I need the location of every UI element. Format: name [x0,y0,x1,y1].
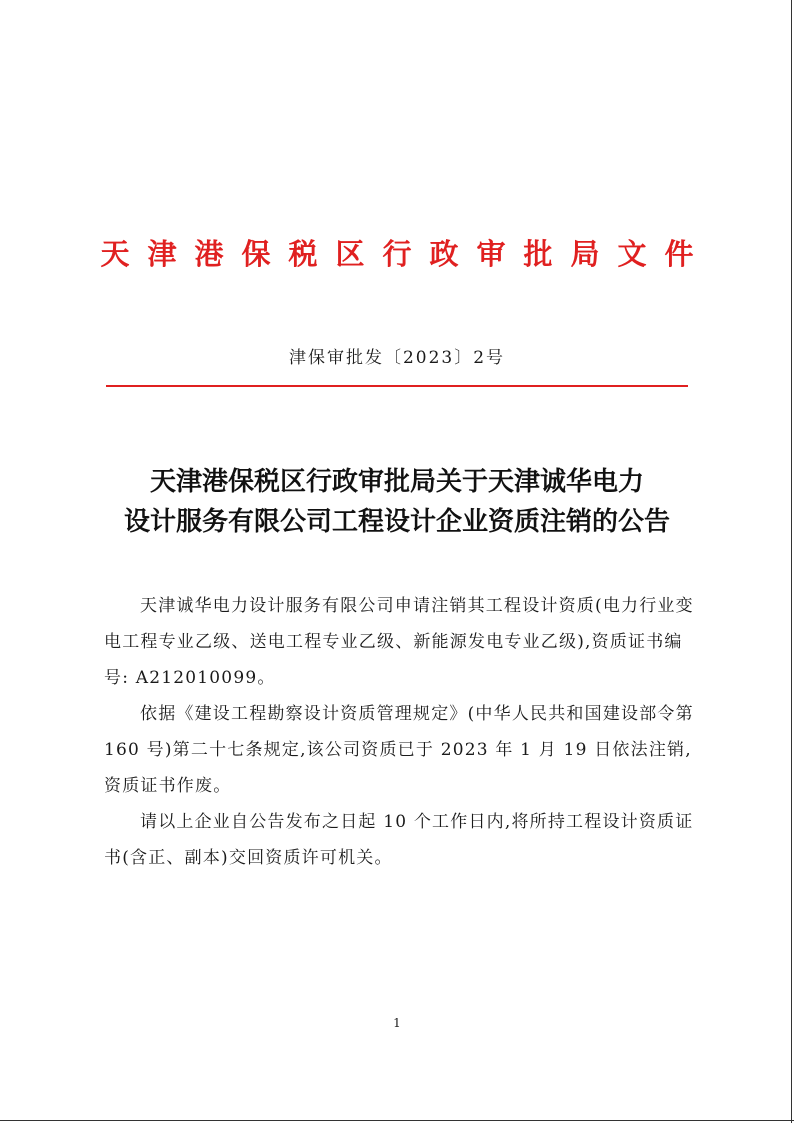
body-paragraph-1: 天津诚华电力设计服务有限公司申请注销其工程设计资质(电力行业变电工程专业乙级、送电工程专业乙级、新能源发电专业乙级),资质证书编号: A212010099。 [104,596,694,688]
document-number: 津保审批发〔2023〕2号 [288,348,506,368]
announcement-title-line-1: 天津港保税区行政审批局关于天津诚华电力 [149,467,644,497]
announcement-body [104,588,694,876]
page-edge-right [791,0,792,1123]
issuing-authority-title: 天津港保税区行政审批局文件 [100,237,712,271]
body-paragraph-3: 请以上企业自公告发布之日起 10 个工作日内,将所持工程设计资质证书(含正、副本)交回资质许可机关。 [104,812,694,868]
body-paragraph-2: 依据《建设工程勘察设计资质管理规定》(中华人民共和国建设部令第 160 号)第二十七条规定,该公司资质已于 2023 年 1 月 19 日依法注销,资质证书作废。 [104,704,694,796]
red-divider-line [106,385,688,387]
page-number: 1 [393,1016,401,1030]
announcement-title-line-2: 设计服务有限公司工程设计企业资质注销的公告 [123,507,670,537]
announcement-title [90,462,704,542]
page-edge-bottom [0,1120,794,1121]
